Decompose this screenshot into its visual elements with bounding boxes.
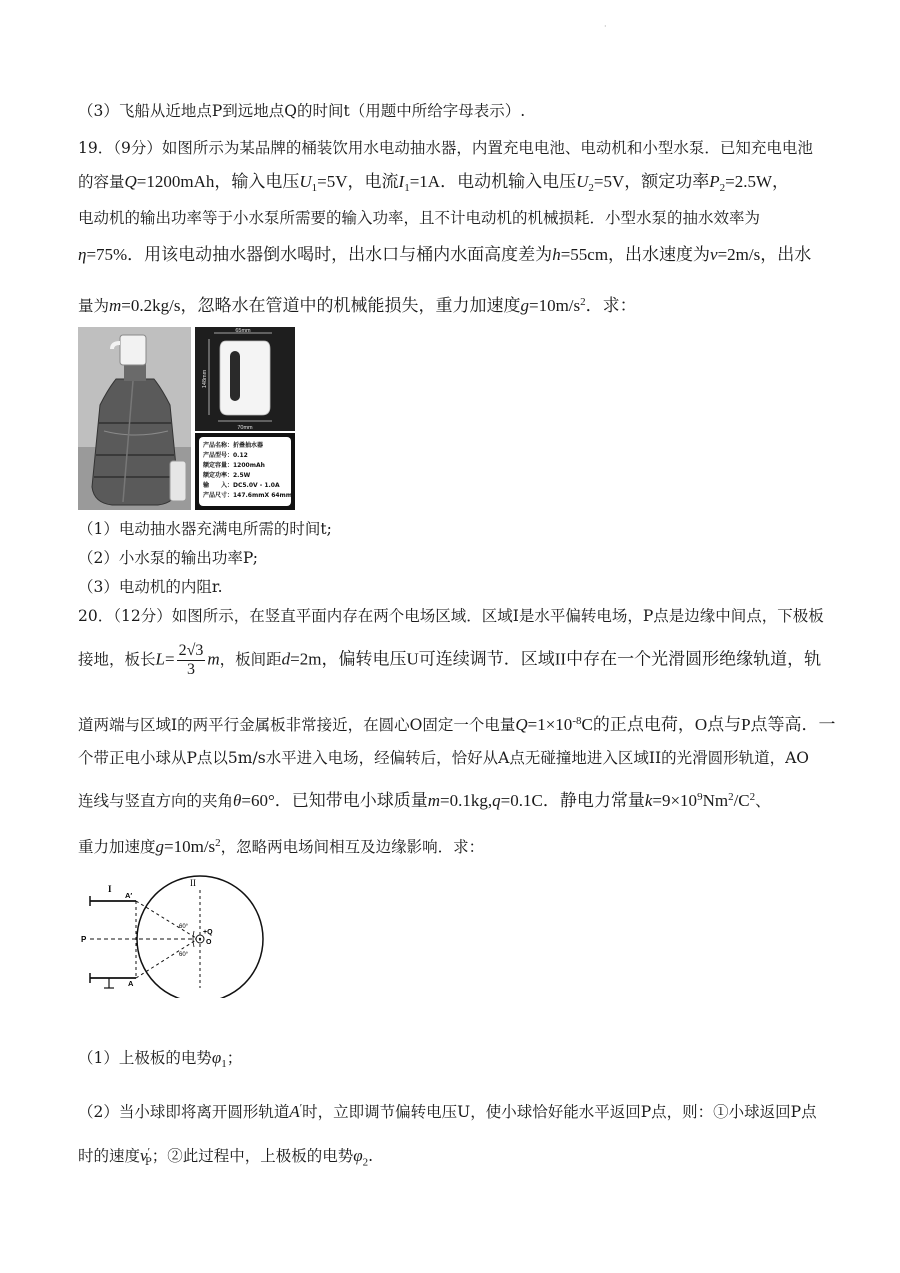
product-figure — [78, 327, 295, 510]
angle-top-label: 60° — [179, 924, 189, 930]
region-2-label: II — [190, 878, 196, 888]
q20-line5: 连线与竖直方向的夹角θ=60°．已知带电小球质量m=0.1kg,q=0.1C．静电力常量$k=9\times 10^9Nm^2/C^2$、 — [78, 791, 771, 811]
q20-line3: 道两端与区域I的两平行金属板非常接近，在圆心O固定一个电量$Q=1\times 10^{-8}C$的正点电荷，O点与P点等高．一 — [78, 715, 836, 735]
angle-bottom-label: 60° — [179, 952, 189, 958]
center-o — [199, 938, 201, 940]
q19-line3: 电动机的输出功率等于小水泵所需要的输入功率，且不计电动机的机械损耗．小型水泵的抽水效率为 — [78, 209, 761, 227]
q19-part3: （3）电动机的内阻r. — [78, 578, 223, 596]
field-diagram — [78, 868, 268, 998]
q20-part1: （1）上极板的电势$\varphi_1$； — [78, 1048, 243, 1071]
glass-cup — [170, 461, 186, 501]
spec-line-6: 产品尺寸：147.6mmX 64mm — [203, 492, 293, 499]
q20-part2-cont: 时的速度$v'_P$；②此过程中，上极板的电势$\varphi_2$. — [78, 1146, 374, 1169]
dim-bottom-label: 70mm — [237, 425, 253, 431]
point-a-label: A — [128, 979, 134, 988]
spec-line-4: 额定功率：2.5W — [203, 472, 251, 479]
point-a-prime-label: A′ — [125, 891, 133, 900]
a-prime-to-o — [136, 901, 196, 938]
spec-line-3: 额定容量：1200mAh — [203, 462, 265, 469]
dim-side-label: 148mm — [202, 369, 208, 389]
fraction-2root3-over-3: $\frac{2√3}{3}$ — [178, 642, 204, 678]
page-mark: · — [604, 22, 607, 31]
q20-line4: 个带正电小球从P点以5m/s水平进入电场，经偏转后，恰好从A点无碰撞地进入区域II的光滑圆形轨道，AO — [78, 749, 810, 767]
point-p-label: P — [81, 935, 87, 944]
angle-arc — [193, 931, 194, 947]
q20-line1: 20．（12分）如图所示，在竖直平面内存在两个电场区域．区域I是水平偏转电场，P点是边缘中间点，下极板 — [78, 607, 824, 625]
field-diagram-svg — [78, 868, 268, 998]
product-shape — [220, 341, 270, 415]
jug-body — [92, 379, 178, 505]
circular-track — [137, 876, 263, 998]
a-to-o — [136, 940, 196, 978]
spec-line-2: 产品型号：0.12 — [203, 452, 248, 459]
spec-line-1: 产品名称：折叠抽水器 — [203, 442, 264, 449]
region-1-label: I — [108, 884, 112, 894]
product-photo-svg — [78, 327, 295, 510]
q18-part3: （3）飞船从近地点P到远地点Q的时间t（用题中所给字母表示）. — [78, 102, 526, 120]
q19-line2: 的容量Q=1200mAh，输入电压$U_1=5V$，电流$I_1=1A$．电动机输入电压$U_2=5V$，额定功率$P_2=2.5W$， — [78, 172, 790, 195]
q20-line2: 接地，板长L= $\frac{2√3}{3}$ m，板间距d=2m，偏转电压U可连续调节．区域II中存在一个光滑圆形绝缘轨道，轨 — [78, 642, 822, 678]
q19-line4: η=75%．用该电动抽水器倒水喝时，出水口与桶内水面高度差为h=55cm，出水速度为v=2m/s，出水 — [78, 245, 812, 264]
q19-line1: 19．（9分）如图所示为某品牌的桶装饮用水电动抽水器，内置充电电池、电动机和小型水泵．已知充电电池 — [78, 139, 813, 157]
charge-label: +Q — [203, 929, 213, 936]
q19-part2: （2）小水泵的输出功率P; — [78, 549, 258, 567]
jug-neck — [124, 363, 146, 381]
q19-part1: （1）电动抽水器充满电所需的时间t; — [78, 520, 332, 538]
q20-line6: 重力加速度$g=10m/s^2$，忽略两电场间相互及边缘影响．求： — [78, 837, 485, 857]
center-o-label: O — [206, 939, 212, 946]
spec-line-5: 输 入：DC5.0V - 1.0A — [203, 482, 280, 489]
q19-line5: 量为m=0.2kg/s，忽略水在管道中的机械能损失，重力加速度$g=10m/s^2$．求： — [78, 296, 637, 316]
product-slot — [230, 351, 240, 401]
dim-top-label: 65mm — [235, 328, 251, 334]
pump-head — [120, 335, 146, 365]
q20-part2: （2）当小球即将离开圆形轨道A′时，立即调节偏转电压U，使小球恰好能水平返回P点，则：①小球返回P点 — [78, 1102, 817, 1122]
